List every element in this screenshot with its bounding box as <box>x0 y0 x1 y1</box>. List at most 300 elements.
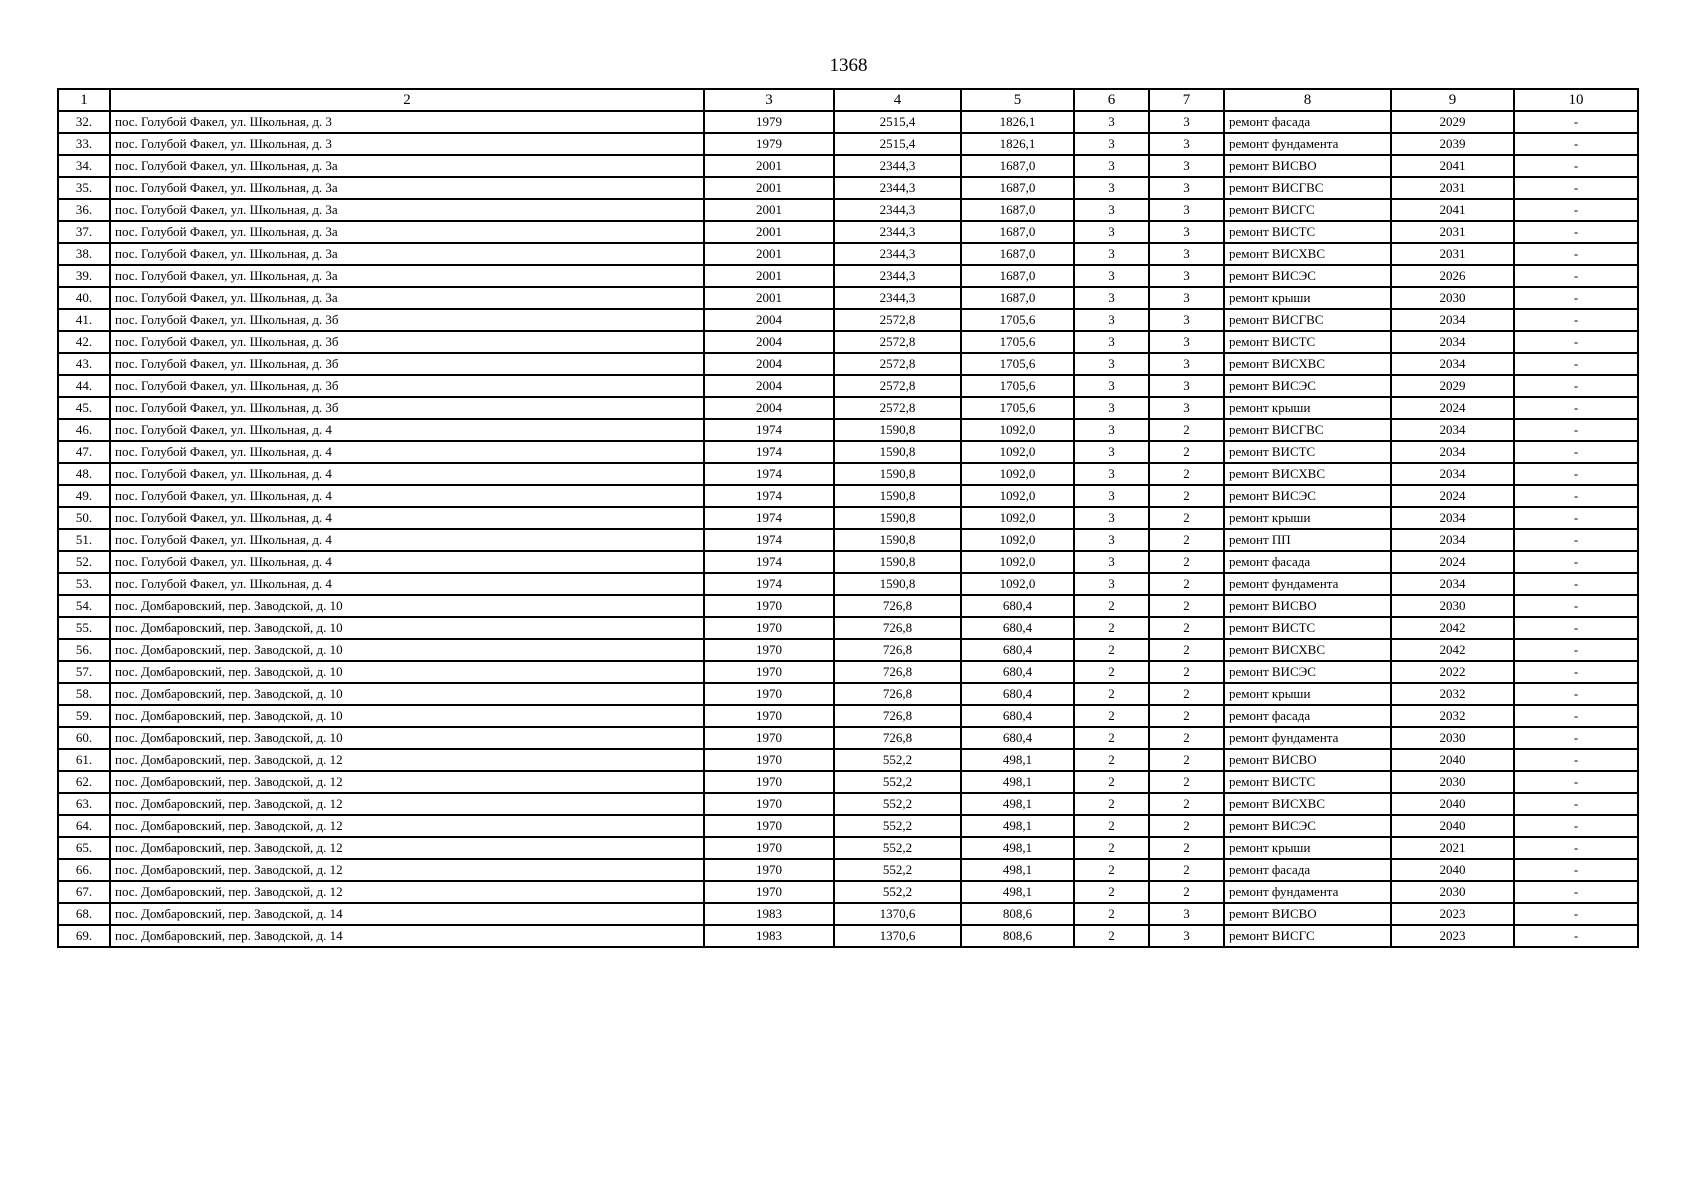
table-row <box>58 639 1638 661</box>
row-number-cell: 48. <box>58 463 110 485</box>
column-header: 7 <box>1149 89 1224 111</box>
year-built-cell: 1970 <box>704 771 834 793</box>
living-area-cell: 1092,0 <box>961 485 1074 507</box>
floors-cell: 3 <box>1074 287 1149 309</box>
year-built-cell: 1974 <box>704 507 834 529</box>
living-area-cell: 1687,0 <box>961 243 1074 265</box>
planned-year-cell: 2040 <box>1391 793 1514 815</box>
table-row <box>58 793 1638 815</box>
planned-year-cell: 2034 <box>1391 529 1514 551</box>
entrances-cell: 2 <box>1149 771 1224 793</box>
living-area-cell: 1092,0 <box>961 573 1074 595</box>
year-built-cell: 2001 <box>704 243 834 265</box>
planned-year-cell: 2034 <box>1391 441 1514 463</box>
planned-year-cell: 2032 <box>1391 683 1514 705</box>
address-cell: пос. Голубой Факел, ул. Школьная, д. 3б <box>110 375 704 397</box>
address-cell: пос. Домбаровский, пер. Заводской, д. 12 <box>110 837 704 859</box>
entrances-cell: 2 <box>1149 507 1224 529</box>
note-cell: - <box>1514 705 1638 727</box>
planned-year-cell: 2024 <box>1391 551 1514 573</box>
entrances-cell: 2 <box>1149 419 1224 441</box>
address-cell: пос. Голубой Факел, ул. Школьная, д. 3а <box>110 243 704 265</box>
total-area-cell: 1590,8 <box>834 485 961 507</box>
year-built-cell: 1970 <box>704 793 834 815</box>
total-area-cell: 2344,3 <box>834 265 961 287</box>
floors-cell: 3 <box>1074 419 1149 441</box>
total-area-cell: 726,8 <box>834 705 961 727</box>
note-cell: - <box>1514 639 1638 661</box>
total-area-cell: 1590,8 <box>834 463 961 485</box>
note-cell: - <box>1514 815 1638 837</box>
living-area-cell: 498,1 <box>961 771 1074 793</box>
entrances-cell: 3 <box>1149 133 1224 155</box>
living-area-cell: 1687,0 <box>961 199 1074 221</box>
row-number-cell: 33. <box>58 133 110 155</box>
address-cell: пос. Голубой Факел, ул. Школьная, д. 3а <box>110 287 704 309</box>
planned-year-cell: 2021 <box>1391 837 1514 859</box>
total-area-cell: 726,8 <box>834 639 961 661</box>
address-cell: пос. Голубой Факел, ул. Школьная, д. 4 <box>110 573 704 595</box>
planned-year-cell: 2031 <box>1391 177 1514 199</box>
table-row <box>58 881 1638 903</box>
year-built-cell: 1970 <box>704 661 834 683</box>
address-cell: пос. Голубой Факел, ул. Школьная, д. 4 <box>110 507 704 529</box>
row-number-cell: 36. <box>58 199 110 221</box>
note-cell: - <box>1514 881 1638 903</box>
planned-year-cell: 2034 <box>1391 353 1514 375</box>
year-built-cell: 1979 <box>704 133 834 155</box>
address-cell: пос. Домбаровский, пер. Заводской, д. 10 <box>110 595 704 617</box>
year-built-cell: 2004 <box>704 353 834 375</box>
work-type-cell: ремонт ВИСЭС <box>1224 375 1391 397</box>
address-cell: пос. Домбаровский, пер. Заводской, д. 12 <box>110 749 704 771</box>
header-row <box>58 89 1638 111</box>
note-cell: - <box>1514 551 1638 573</box>
page-number: 1368 <box>829 55 868 76</box>
entrances-cell: 2 <box>1149 793 1224 815</box>
year-built-cell: 1983 <box>704 903 834 925</box>
entrances-cell: 3 <box>1149 903 1224 925</box>
total-area-cell: 552,2 <box>834 881 961 903</box>
row-number-cell: 37. <box>58 221 110 243</box>
work-type-cell: ремонт фасада <box>1224 111 1391 133</box>
row-number-cell: 58. <box>58 683 110 705</box>
living-area-cell: 680,4 <box>961 705 1074 727</box>
entrances-cell: 2 <box>1149 727 1224 749</box>
floors-cell: 2 <box>1074 903 1149 925</box>
planned-year-cell: 2031 <box>1391 243 1514 265</box>
note-cell: - <box>1514 375 1638 397</box>
planned-year-cell: 2034 <box>1391 331 1514 353</box>
total-area-cell: 1370,6 <box>834 925 961 947</box>
floors-cell: 3 <box>1074 133 1149 155</box>
planned-year-cell: 2024 <box>1391 397 1514 419</box>
note-cell: - <box>1514 837 1638 859</box>
work-type-cell: ремонт ВИСВО <box>1224 155 1391 177</box>
address-cell: пос. Домбаровский, пер. Заводской, д. 14 <box>110 903 704 925</box>
address-cell: пос. Домбаровский, пер. Заводской, д. 14 <box>110 925 704 947</box>
year-built-cell: 2001 <box>704 287 834 309</box>
planned-year-cell: 2040 <box>1391 859 1514 881</box>
year-built-cell: 1974 <box>704 573 834 595</box>
work-type-cell: ремонт фундамента <box>1224 133 1391 155</box>
address-cell: пос. Голубой Факел, ул. Школьная, д. 3б <box>110 353 704 375</box>
planned-year-cell: 2030 <box>1391 771 1514 793</box>
total-area-cell: 2572,8 <box>834 375 961 397</box>
floors-cell: 3 <box>1074 507 1149 529</box>
work-type-cell: ремонт ВИСХВС <box>1224 793 1391 815</box>
work-type-cell: ремонт фундамента <box>1224 881 1391 903</box>
year-built-cell: 2001 <box>704 155 834 177</box>
work-type-cell: ремонт ВИСГВС <box>1224 419 1391 441</box>
table-row <box>58 199 1638 221</box>
note-cell: - <box>1514 859 1638 881</box>
note-cell: - <box>1514 595 1638 617</box>
entrances-cell: 3 <box>1149 199 1224 221</box>
work-type-cell: ремонт ВИСТС <box>1224 331 1391 353</box>
address-cell: пос. Голубой Факел, ул. Школьная, д. 4 <box>110 441 704 463</box>
address-cell: пос. Голубой Факел, ул. Школьная, д. 3б <box>110 397 704 419</box>
living-area-cell: 680,4 <box>961 661 1074 683</box>
year-built-cell: 1974 <box>704 529 834 551</box>
total-area-cell: 1590,8 <box>834 551 961 573</box>
entrances-cell: 3 <box>1149 331 1224 353</box>
living-area-cell: 680,4 <box>961 617 1074 639</box>
table-row <box>58 265 1638 287</box>
year-built-cell: 1974 <box>704 441 834 463</box>
entrances-cell: 3 <box>1149 243 1224 265</box>
note-cell: - <box>1514 199 1638 221</box>
planned-year-cell: 2030 <box>1391 287 1514 309</box>
address-cell: пос. Голубой Факел, ул. Школьная, д. 3а <box>110 265 704 287</box>
floors-cell: 2 <box>1074 771 1149 793</box>
row-number-cell: 62. <box>58 771 110 793</box>
total-area-cell: 2344,3 <box>834 155 961 177</box>
living-area-cell: 1687,0 <box>961 265 1074 287</box>
floors-cell: 3 <box>1074 463 1149 485</box>
year-built-cell: 1970 <box>704 595 834 617</box>
planned-year-cell: 2041 <box>1391 199 1514 221</box>
planned-year-cell: 2034 <box>1391 419 1514 441</box>
total-area-cell: 2515,4 <box>834 133 961 155</box>
note-cell: - <box>1514 727 1638 749</box>
table-row <box>58 309 1638 331</box>
floors-cell: 2 <box>1074 705 1149 727</box>
floors-cell: 3 <box>1074 155 1149 177</box>
floors-cell: 3 <box>1074 375 1149 397</box>
row-number-cell: 55. <box>58 617 110 639</box>
living-area-cell: 498,1 <box>961 859 1074 881</box>
floors-cell: 2 <box>1074 837 1149 859</box>
note-cell: - <box>1514 221 1638 243</box>
year-built-cell: 2001 <box>704 199 834 221</box>
floors-cell: 2 <box>1074 749 1149 771</box>
work-type-cell: ремонт фасада <box>1224 859 1391 881</box>
living-area-cell: 1705,6 <box>961 375 1074 397</box>
entrances-cell: 2 <box>1149 441 1224 463</box>
living-area-cell: 498,1 <box>961 881 1074 903</box>
row-number-cell: 63. <box>58 793 110 815</box>
table-row <box>58 749 1638 771</box>
note-cell: - <box>1514 661 1638 683</box>
note-cell: - <box>1514 177 1638 199</box>
work-type-cell: ремонт ВИСТС <box>1224 221 1391 243</box>
work-type-cell: ремонт ВИСЭС <box>1224 485 1391 507</box>
floors-cell: 3 <box>1074 353 1149 375</box>
column-header: 5 <box>961 89 1074 111</box>
note-cell: - <box>1514 331 1638 353</box>
year-built-cell: 2004 <box>704 331 834 353</box>
floors-cell: 3 <box>1074 265 1149 287</box>
floors-cell: 2 <box>1074 881 1149 903</box>
note-cell: - <box>1514 463 1638 485</box>
table-row <box>58 859 1638 881</box>
note-cell: - <box>1514 749 1638 771</box>
floors-cell: 2 <box>1074 793 1149 815</box>
table-row <box>58 683 1638 705</box>
column-header: 2 <box>110 89 704 111</box>
column-header: 10 <box>1514 89 1638 111</box>
planned-year-cell: 2040 <box>1391 815 1514 837</box>
total-area-cell: 726,8 <box>834 661 961 683</box>
living-area-cell: 680,4 <box>961 639 1074 661</box>
row-number-cell: 53. <box>58 573 110 595</box>
living-area-cell: 1092,0 <box>961 529 1074 551</box>
total-area-cell: 552,2 <box>834 837 961 859</box>
year-built-cell: 1974 <box>704 485 834 507</box>
year-built-cell: 1970 <box>704 705 834 727</box>
table-row <box>58 463 1638 485</box>
entrances-cell: 3 <box>1149 309 1224 331</box>
year-built-cell: 1970 <box>704 815 834 837</box>
living-area-cell: 1705,6 <box>961 309 1074 331</box>
entrances-cell: 2 <box>1149 881 1224 903</box>
total-area-cell: 726,8 <box>834 727 961 749</box>
floors-cell: 3 <box>1074 309 1149 331</box>
planned-year-cell: 2032 <box>1391 705 1514 727</box>
table-row <box>58 771 1638 793</box>
total-area-cell: 726,8 <box>834 617 961 639</box>
planned-year-cell: 2030 <box>1391 595 1514 617</box>
row-number-cell: 50. <box>58 507 110 529</box>
column-header: 4 <box>834 89 961 111</box>
row-number-cell: 65. <box>58 837 110 859</box>
table-row <box>58 353 1638 375</box>
floors-cell: 2 <box>1074 661 1149 683</box>
address-cell: пос. Голубой Факел, ул. Школьная, д. 3а <box>110 177 704 199</box>
planned-year-cell: 2030 <box>1391 881 1514 903</box>
table-row <box>58 595 1638 617</box>
floors-cell: 3 <box>1074 441 1149 463</box>
entrances-cell: 3 <box>1149 925 1224 947</box>
entrances-cell: 3 <box>1149 155 1224 177</box>
total-area-cell: 726,8 <box>834 683 961 705</box>
floors-cell: 2 <box>1074 859 1149 881</box>
living-area-cell: 1826,1 <box>961 111 1074 133</box>
row-number-cell: 40. <box>58 287 110 309</box>
total-area-cell: 552,2 <box>834 771 961 793</box>
planned-year-cell: 2034 <box>1391 309 1514 331</box>
living-area-cell: 1092,0 <box>961 507 1074 529</box>
work-type-cell: ремонт ВИСТС <box>1224 771 1391 793</box>
row-number-cell: 46. <box>58 419 110 441</box>
entrances-cell: 3 <box>1149 375 1224 397</box>
note-cell: - <box>1514 771 1638 793</box>
note-cell: - <box>1514 903 1638 925</box>
entrances-cell: 3 <box>1149 221 1224 243</box>
living-area-cell: 498,1 <box>961 815 1074 837</box>
row-number-cell: 56. <box>58 639 110 661</box>
year-built-cell: 2004 <box>704 309 834 331</box>
living-area-cell: 1705,6 <box>961 353 1074 375</box>
living-area-cell: 1092,0 <box>961 419 1074 441</box>
table-row <box>58 617 1638 639</box>
floors-cell: 3 <box>1074 529 1149 551</box>
table-row <box>58 507 1638 529</box>
planned-year-cell: 2034 <box>1391 573 1514 595</box>
total-area-cell: 552,2 <box>834 749 961 771</box>
year-built-cell: 1970 <box>704 837 834 859</box>
row-number-cell: 39. <box>58 265 110 287</box>
planned-year-cell: 2042 <box>1391 639 1514 661</box>
year-built-cell: 2001 <box>704 221 834 243</box>
row-number-cell: 34. <box>58 155 110 177</box>
note-cell: - <box>1514 925 1638 947</box>
note-cell: - <box>1514 133 1638 155</box>
planned-year-cell: 2023 <box>1391 903 1514 925</box>
note-cell: - <box>1514 683 1638 705</box>
total-area-cell: 552,2 <box>834 815 961 837</box>
year-built-cell: 1970 <box>704 881 834 903</box>
total-area-cell: 1590,8 <box>834 507 961 529</box>
row-number-cell: 38. <box>58 243 110 265</box>
entrances-cell: 3 <box>1149 397 1224 419</box>
entrances-cell: 2 <box>1149 463 1224 485</box>
entrances-cell: 3 <box>1149 111 1224 133</box>
address-cell: пос. Домбаровский, пер. Заводской, д. 10 <box>110 727 704 749</box>
address-cell: пос. Голубой Факел, ул. Школьная, д. 4 <box>110 485 704 507</box>
note-cell: - <box>1514 573 1638 595</box>
address-cell: пос. Голубой Факел, ул. Школьная, д. 3б <box>110 309 704 331</box>
living-area-cell: 1687,0 <box>961 177 1074 199</box>
year-built-cell: 1974 <box>704 419 834 441</box>
living-area-cell: 498,1 <box>961 837 1074 859</box>
work-type-cell: ремонт ВИСГС <box>1224 199 1391 221</box>
work-type-cell: ремонт ВИСЭС <box>1224 265 1391 287</box>
table-row <box>58 441 1638 463</box>
entrances-cell: 2 <box>1149 683 1224 705</box>
row-number-cell: 45. <box>58 397 110 419</box>
planned-year-cell: 2029 <box>1391 375 1514 397</box>
table-row <box>58 177 1638 199</box>
note-cell: - <box>1514 529 1638 551</box>
planned-year-cell: 2042 <box>1391 617 1514 639</box>
floors-cell: 3 <box>1074 243 1149 265</box>
work-type-cell: ремонт крыши <box>1224 287 1391 309</box>
floors-cell: 2 <box>1074 815 1149 837</box>
floors-cell: 3 <box>1074 199 1149 221</box>
row-number-cell: 60. <box>58 727 110 749</box>
work-type-cell: ремонт ВИСХВС <box>1224 463 1391 485</box>
total-area-cell: 2344,3 <box>834 221 961 243</box>
note-cell: - <box>1514 265 1638 287</box>
entrances-cell: 2 <box>1149 617 1224 639</box>
total-area-cell: 2572,8 <box>834 331 961 353</box>
total-area-cell: 2572,8 <box>834 397 961 419</box>
address-cell: пос. Голубой Факел, ул. Школьная, д. 3а <box>110 155 704 177</box>
total-area-cell: 552,2 <box>834 793 961 815</box>
note-cell: - <box>1514 485 1638 507</box>
year-built-cell: 1970 <box>704 727 834 749</box>
year-built-cell: 1979 <box>704 111 834 133</box>
note-cell: - <box>1514 397 1638 419</box>
entrances-cell: 3 <box>1149 353 1224 375</box>
row-number-cell: 69. <box>58 925 110 947</box>
table-row <box>58 705 1638 727</box>
planned-year-cell: 2039 <box>1391 133 1514 155</box>
floors-cell: 3 <box>1074 177 1149 199</box>
note-cell: - <box>1514 441 1638 463</box>
living-area-cell: 1705,6 <box>961 331 1074 353</box>
planned-year-cell: 2034 <box>1391 463 1514 485</box>
table-row <box>58 727 1638 749</box>
work-type-cell: ремонт ВИСТС <box>1224 617 1391 639</box>
living-area-cell: 1826,1 <box>961 133 1074 155</box>
column-header: 3 <box>704 89 834 111</box>
work-type-cell: ремонт ВИСГВС <box>1224 177 1391 199</box>
table-row <box>58 397 1638 419</box>
table-row <box>58 815 1638 837</box>
year-built-cell: 1974 <box>704 551 834 573</box>
table-row <box>58 573 1638 595</box>
table-row <box>58 837 1638 859</box>
planned-year-cell: 2030 <box>1391 727 1514 749</box>
living-area-cell: 1705,6 <box>961 397 1074 419</box>
work-type-cell: ремонт ВИСЭС <box>1224 661 1391 683</box>
entrances-cell: 2 <box>1149 661 1224 683</box>
year-built-cell: 1970 <box>704 859 834 881</box>
entrances-cell: 2 <box>1149 595 1224 617</box>
living-area-cell: 808,6 <box>961 903 1074 925</box>
total-area-cell: 2344,3 <box>834 177 961 199</box>
year-built-cell: 1974 <box>704 463 834 485</box>
work-type-cell: ремонт крыши <box>1224 837 1391 859</box>
living-area-cell: 498,1 <box>961 793 1074 815</box>
planned-year-cell: 2026 <box>1391 265 1514 287</box>
row-number-cell: 64. <box>58 815 110 837</box>
living-area-cell: 680,4 <box>961 683 1074 705</box>
address-cell: пос. Голубой Факел, ул. Школьная, д. 3а <box>110 221 704 243</box>
row-number-cell: 67. <box>58 881 110 903</box>
address-cell: пос. Домбаровский, пер. Заводской, д. 12 <box>110 771 704 793</box>
table-row <box>58 287 1638 309</box>
table-row <box>58 551 1638 573</box>
total-area-cell: 1370,6 <box>834 903 961 925</box>
living-area-cell: 1092,0 <box>961 441 1074 463</box>
table-row <box>58 661 1638 683</box>
row-number-cell: 44. <box>58 375 110 397</box>
row-number-cell: 54. <box>58 595 110 617</box>
address-cell: пос. Домбаровский, пер. Заводской, д. 12 <box>110 881 704 903</box>
address-cell: пос. Голубой Факел, ул. Школьная, д. 3б <box>110 331 704 353</box>
row-number-cell: 32. <box>58 111 110 133</box>
entrances-cell: 2 <box>1149 485 1224 507</box>
repair-schedule-table <box>57 88 1639 948</box>
work-type-cell: ремонт крыши <box>1224 397 1391 419</box>
row-number-cell: 68. <box>58 903 110 925</box>
row-number-cell: 52. <box>58 551 110 573</box>
work-type-cell: ремонт ВИСТС <box>1224 441 1391 463</box>
